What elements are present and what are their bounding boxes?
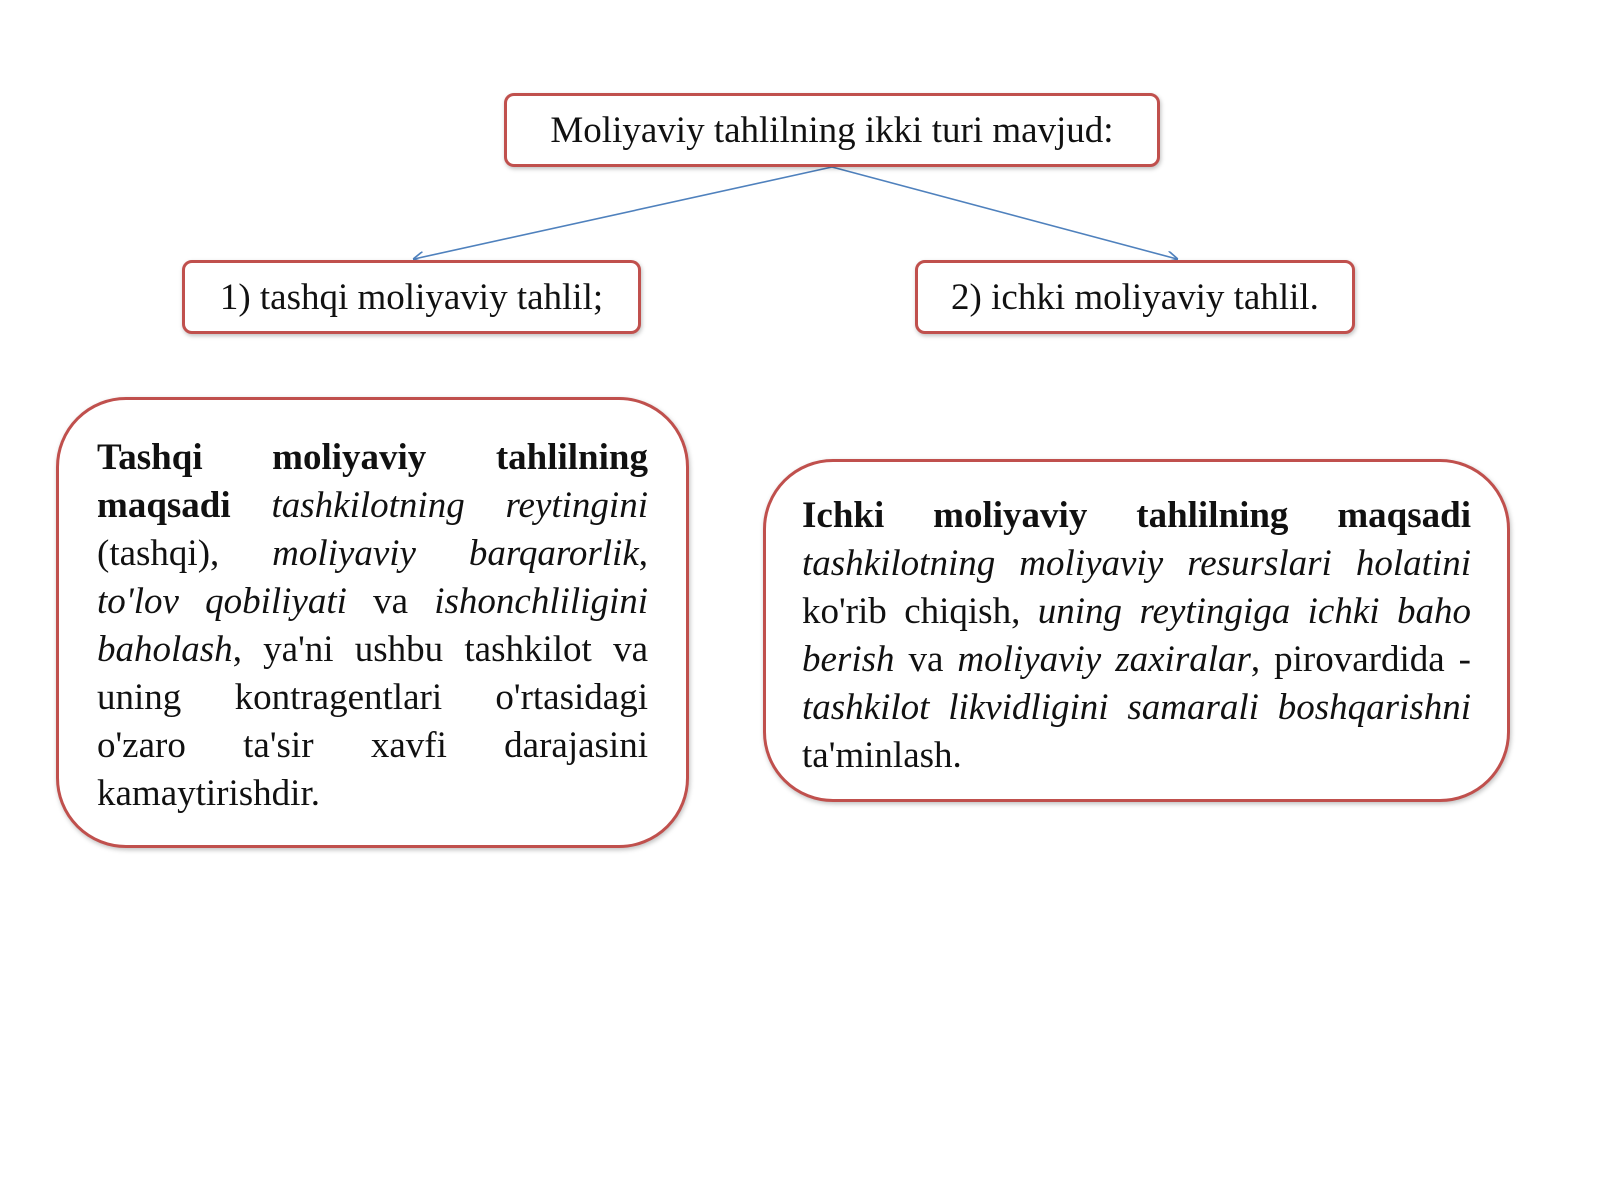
external-analysis-description xyxy=(56,397,689,848)
external-desc-bold-lead: Tashqi moliyaviy tahlilning maqsadi xyxy=(97,437,648,526)
external-desc-text-1: (tashqi), xyxy=(97,533,220,574)
internal-desc-bold-lead: Ichki moliyaviy tahlilning maqsadi xyxy=(802,495,1471,536)
external-desc-text-2: , xyxy=(638,533,649,574)
internal-desc-text-4: ta'minlash. xyxy=(802,735,962,776)
internal-analysis-node xyxy=(915,260,1355,334)
external-analysis-node xyxy=(182,260,641,334)
external-desc-italic-4: ishonchliligini baholash xyxy=(97,581,648,670)
internal-desc-italic-4: tashkilot likvidligini samarali boshqarishni xyxy=(802,687,1471,728)
external-desc-italic-1: tashkilotning reytingini xyxy=(271,485,648,526)
internal-desc-italic-3: moliyaviy zaxiralar xyxy=(957,639,1251,680)
internal-analysis-label: 2) ichki moliyaviy tahlil. xyxy=(951,276,1319,318)
external-desc-text-3: va xyxy=(373,581,409,622)
external-desc-italic-3: to'lov qobiliyati xyxy=(97,581,347,622)
external-desc-italic-2: moliyaviy barqarorlik xyxy=(272,533,639,574)
internal-desc-text-2: va xyxy=(908,639,944,680)
connector-to-internal xyxy=(832,167,1177,259)
internal-desc-text-1: ko'rib chiqish, xyxy=(802,591,1021,632)
internal-desc-text-3: , pirovardida - xyxy=(1250,639,1471,680)
internal-desc-italic-2: uning reytingiga ichki baho berish xyxy=(802,591,1471,680)
internal-desc-italic-1: tashkilotning moliyaviy resurslari holatini xyxy=(802,543,1471,584)
external-desc-text-4: , ya'ni ushbu tashkilot va uning kontragentlari o'rtasidagi o'zaro ta'sir xavfi darajasini kamaytirishdir. xyxy=(97,629,648,814)
external-analysis-label: 1) tashqi moliyaviy tahlil; xyxy=(219,276,604,318)
root-node xyxy=(504,93,1160,167)
internal-analysis-description xyxy=(763,459,1510,802)
connector-to-external xyxy=(414,167,832,259)
root-node-label: Moliyaviy tahlilning ikki turi mavjud: xyxy=(550,109,1114,151)
